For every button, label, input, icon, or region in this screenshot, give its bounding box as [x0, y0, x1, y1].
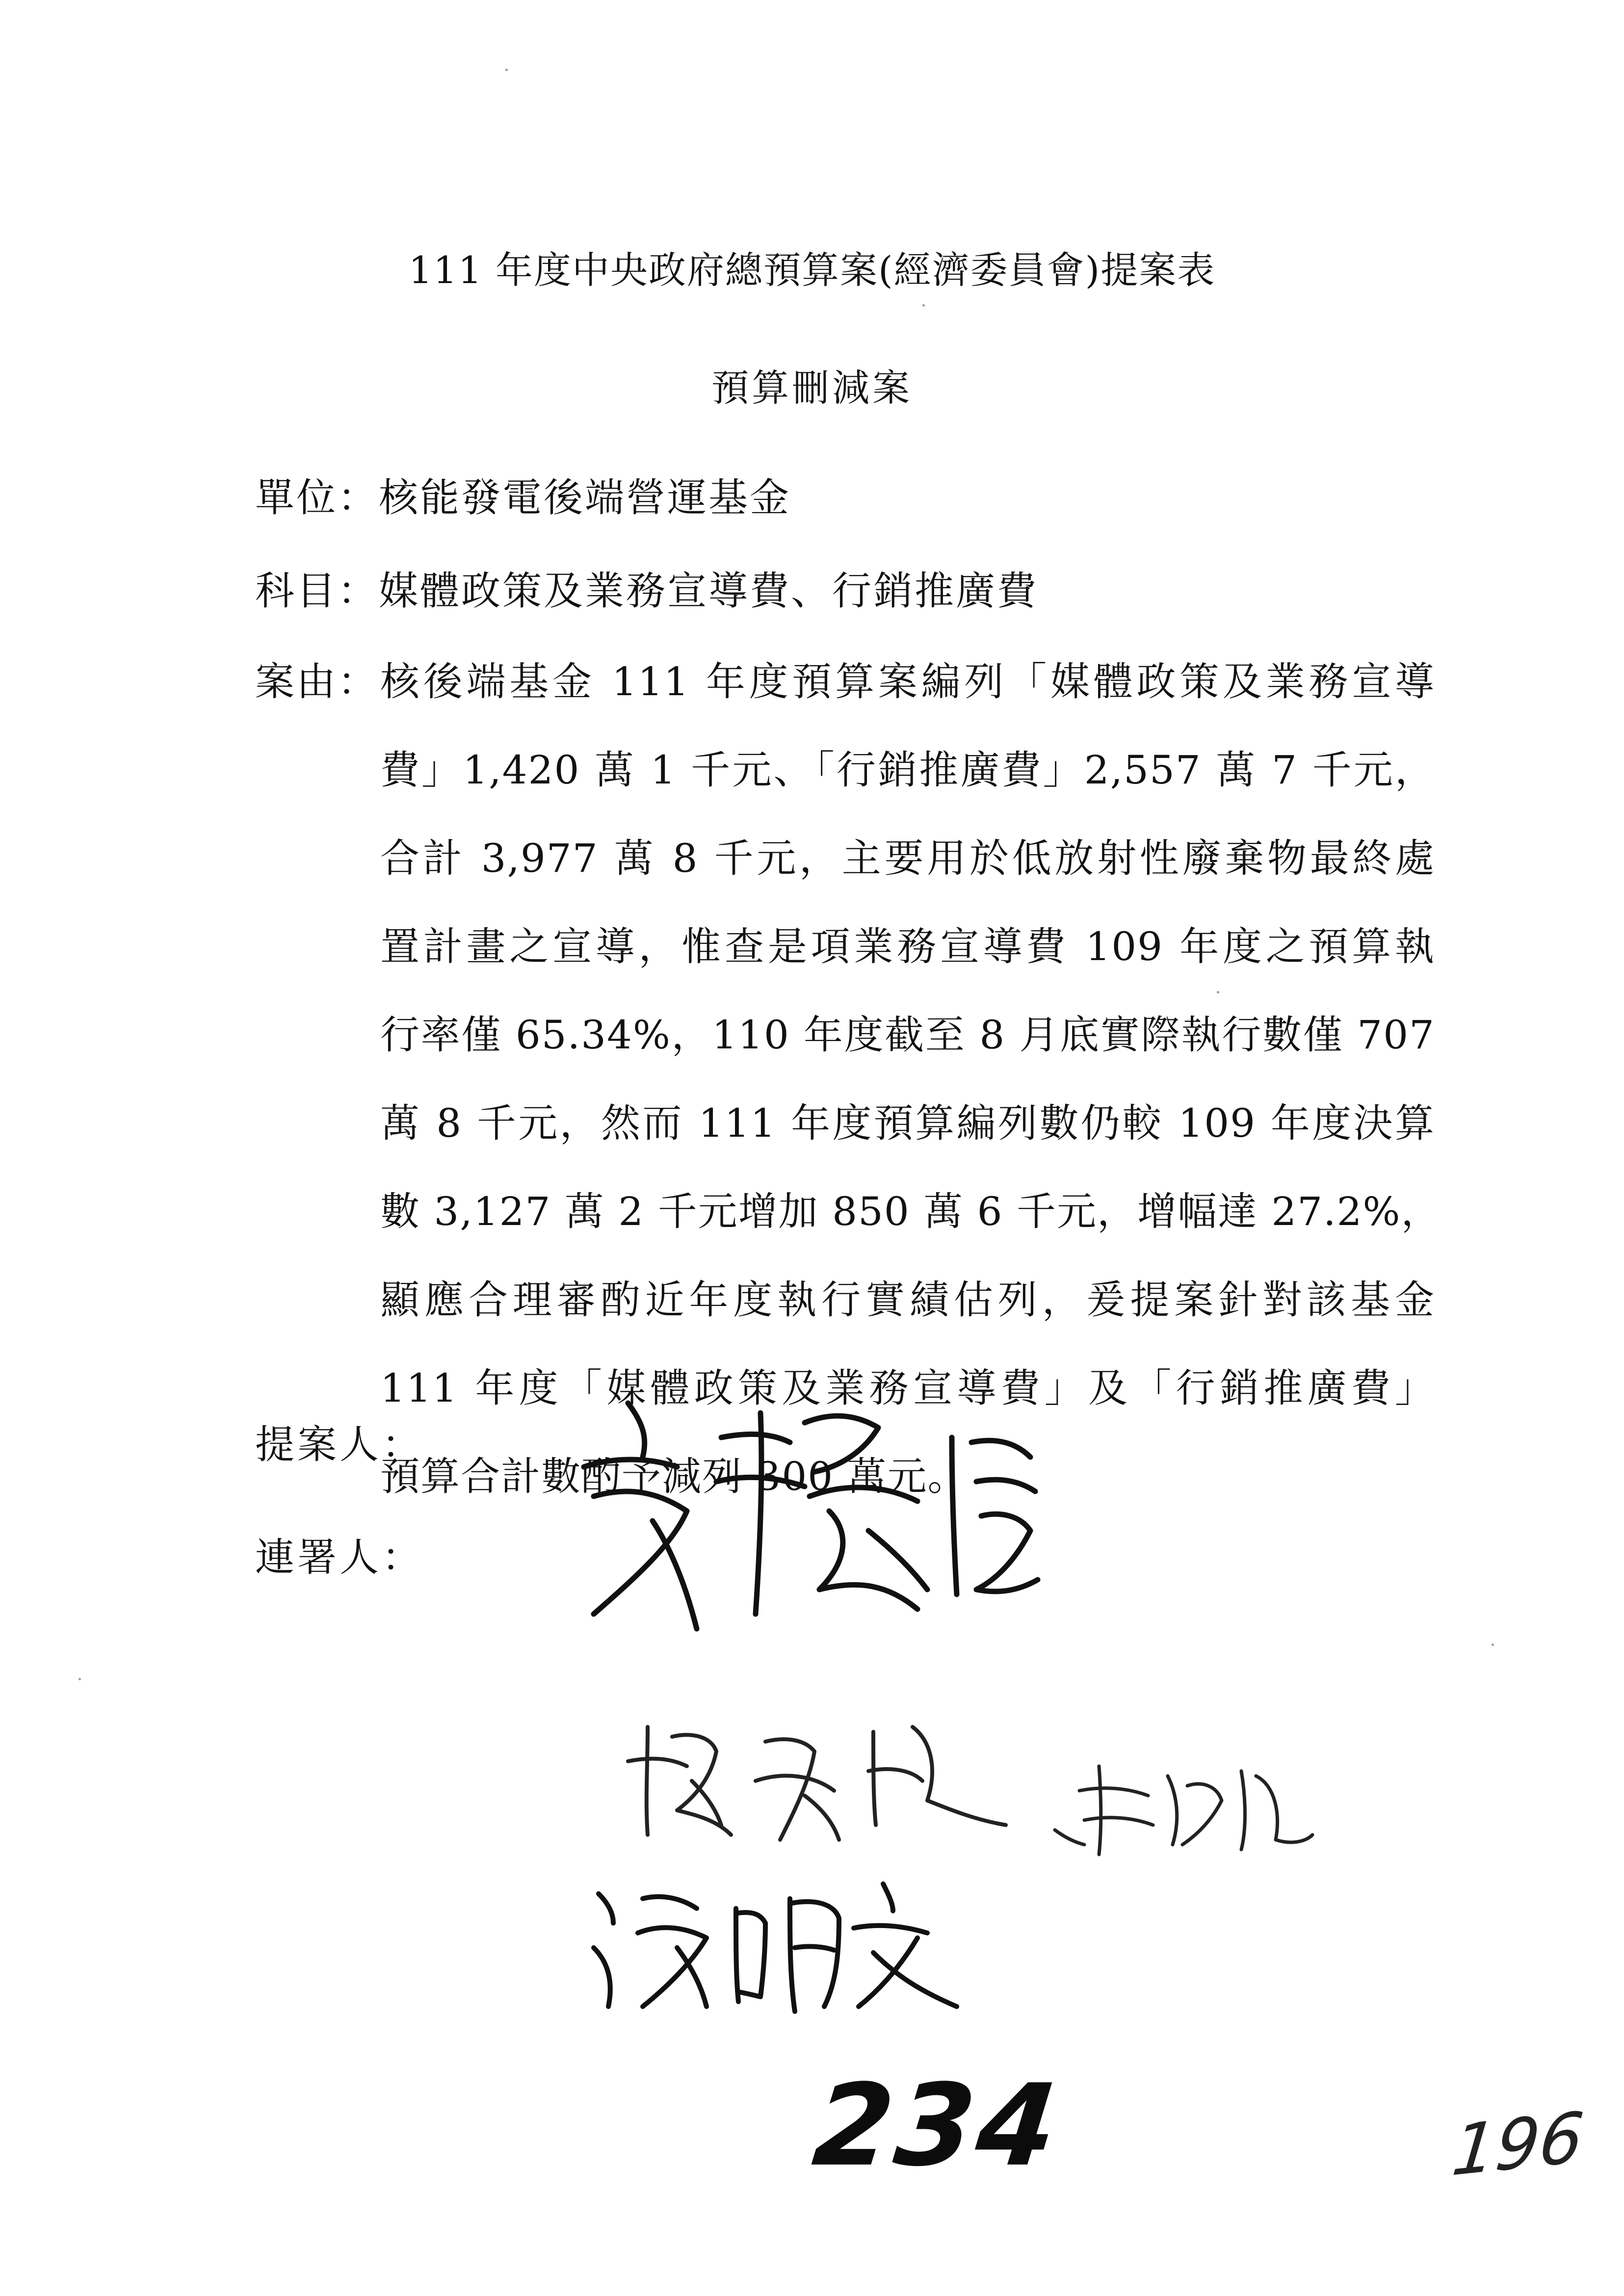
scan-speck [1217, 991, 1219, 993]
unit-label: 單位： [255, 475, 379, 521]
document-subtitle: 預算刪減案 [711, 366, 913, 410]
proposer-signature [574, 1383, 1045, 1639]
cosigner-signature [618, 1697, 1021, 1854]
proposer-label: 提案人： [255, 1422, 424, 1467]
cosigner-signature [1045, 1747, 1320, 1864]
reason-line: 合計 3,977 萬 8 千元，主要用於低放射性廢棄物最終處 [380, 835, 1435, 881]
subject-value: 媒體政策及業務宣導費、行銷推廣費 [379, 568, 1038, 614]
reason-line: 預算合計數酌予減列 300 萬元。 [380, 1454, 968, 1499]
page-number: 196 [1448, 2097, 1588, 2192]
scan-speck [922, 304, 925, 307]
reason-line: 行率僅 65.34%，110 年度截至 8 月底實際執行數僅 707 [380, 1012, 1435, 1058]
reason-label: 案由： [255, 659, 379, 704]
reason-line: 費」1,420 萬 1 千元、「行銷推廣費」2,557 萬 7 千元， [380, 747, 1435, 793]
document-title: 111 年度中央政府總預算案(經濟委員會)提案表 [408, 248, 1216, 292]
reason-line: 111 年度「媒體政策及業務宣導費」及「行銷推廣費」 [380, 1365, 1435, 1411]
unit-field [255, 466, 791, 522]
cosigner-signature [579, 1864, 962, 2021]
unit-value: 核能發電後端營運基金 [379, 475, 791, 521]
reason-line: 萬 8 千元，然而 111 年度預算編列數仍較 109 年度決算 [380, 1100, 1435, 1146]
scan-speck [1492, 1644, 1494, 1646]
reason-line: 置計畫之宣導，惟查是項業務宣導費 109 年度之預算執 [380, 924, 1435, 969]
subject-field [255, 559, 1038, 616]
scan-speck [79, 1678, 81, 1680]
subject-label: 科目： [255, 568, 379, 614]
reason-line: 數 3,127 萬 2 千元增加 850 萬 6 千元，增幅達 27.2%， [380, 1189, 1441, 1234]
handwritten-number: 234 [807, 2061, 1066, 2192]
reason-line: 顯應合理審酌近年度執行實績估列，爰提案針對該基金 [380, 1277, 1435, 1323]
scan-speck [505, 69, 508, 71]
reason-line: 核後端基金 111 年度預算案編列「媒體政策及業務宣導 [380, 659, 1435, 704]
cosigner-label: 連署人： [255, 1535, 424, 1580]
